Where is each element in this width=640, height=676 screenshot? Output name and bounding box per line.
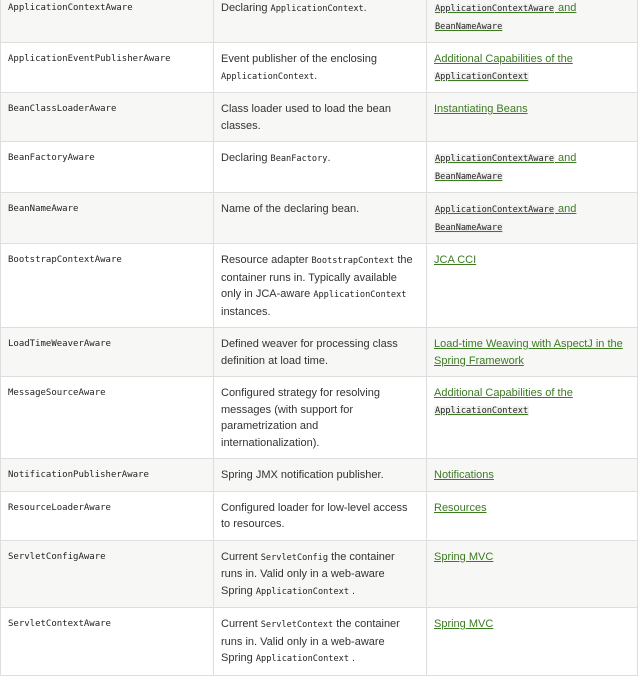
description-text: the container runs in. Valid only in a web-aware Spring [221, 550, 395, 597]
doc-reference-link[interactable] [434, 53, 573, 82]
interface-name: MessageSourceAware [8, 388, 106, 398]
description-text: . [314, 69, 318, 82]
interface-name: BeanClassLoaderAware [8, 104, 117, 114]
injected-dependency-cell [214, 328, 427, 377]
description-text: . [349, 652, 356, 664]
explained-in-cell [427, 244, 638, 328]
injected-dependency-cell [214, 43, 427, 93]
explained-in-cell [427, 142, 638, 193]
doc-reference-link[interactable] [434, 103, 528, 115]
interface-name-cell [1, 491, 214, 540]
description-text: Current [221, 618, 261, 630]
description-text: Resource adapter [221, 254, 312, 266]
table-row [1, 608, 638, 676]
explained-in-cell [427, 328, 638, 377]
description-text: Name of the declaring bean. [221, 203, 360, 215]
interface-name: LoadTimeWeaverAware [8, 339, 111, 349]
description-text: . [327, 152, 331, 164]
link-text: Notifications [434, 469, 494, 481]
explained-in-cell [427, 93, 638, 142]
table-row [1, 0, 638, 43]
doc-reference-link[interactable] [434, 502, 487, 514]
description-text: the container runs in. Valid only in a web-aware Spring [221, 618, 400, 664]
injected-dependency-cell [214, 93, 427, 142]
table-row [1, 193, 638, 244]
link-code-term: ApplicationContextAware [435, 4, 554, 14]
code-term: BeanFactory [270, 154, 328, 164]
description-text: Event publisher of the enclosing [221, 53, 377, 65]
description-text: Current [221, 550, 261, 563]
doc-reference-link[interactable] [434, 254, 476, 266]
doc-reference-link[interactable] [434, 152, 576, 182]
injected-dependency-cell [214, 244, 427, 328]
doc-reference-link[interactable] [434, 338, 623, 367]
interface-name: ResourceLoaderAware [8, 502, 111, 513]
description-text: . [349, 584, 356, 597]
injected-dependency-cell [214, 608, 427, 676]
code-term: ApplicationContext [270, 4, 364, 14]
link-text: Resources [434, 501, 487, 514]
description-text: Declaring [221, 152, 271, 164]
code-term: ServletConfig [260, 552, 329, 563]
interface-name-cell [1, 244, 214, 328]
interface-name: ApplicationEventPublisherAware [8, 54, 171, 64]
link-text: Instantiating Beans [434, 103, 528, 115]
injected-dependency-cell [214, 193, 427, 244]
interface-name-cell [1, 43, 214, 93]
link-text: and [555, 203, 577, 215]
description-text: . [363, 2, 367, 14]
link-code-term: ApplicationContextAware [435, 205, 554, 215]
description-text: Configured loader for low-level access to resources. [221, 501, 408, 530]
table-row [1, 142, 638, 193]
injected-dependency-cell [214, 377, 427, 459]
interface-name-cell [1, 328, 214, 377]
interface-name-cell [1, 193, 214, 244]
table-row [1, 244, 638, 328]
interface-name: ApplicationContextAware [8, 3, 133, 13]
doc-reference-link[interactable] [434, 2, 576, 32]
explained-in-cell [427, 43, 638, 93]
table-body [1, 0, 638, 675]
explained-in-cell [427, 540, 638, 608]
table-row [1, 540, 638, 608]
doc-reference-link[interactable] [434, 618, 493, 630]
link-text: Load-time Weaving with AspectJ in the Spring Framework [434, 338, 623, 367]
table-row [1, 459, 638, 492]
doc-reference-link[interactable] [434, 469, 494, 481]
doc-reference-link[interactable] [434, 551, 493, 563]
link-text: and [555, 152, 577, 164]
description-text: the container runs in. Typically available only in JCA-aware [221, 254, 413, 300]
interface-name: BootstrapContextAware [8, 255, 122, 265]
table-row [1, 93, 638, 142]
table-row [1, 328, 638, 377]
link-text: JCA CCI [434, 254, 477, 266]
description-text: instances. [221, 305, 271, 318]
injected-dependency-cell [214, 142, 427, 193]
injected-dependency-cell [214, 0, 427, 43]
interface-name: ServletConfigAware [8, 551, 106, 562]
interface-name: NotificationPublisherAware [8, 470, 149, 480]
code-term: ApplicationContext [221, 71, 315, 82]
explained-in-cell [427, 377, 638, 459]
interface-name: BeanNameAware [8, 204, 79, 214]
injected-dependency-cell [214, 491, 427, 540]
description-text: Configured strategy for resolving messages (with support for parametrization and internationalization). [221, 387, 380, 449]
explained-in-cell [427, 608, 638, 676]
explained-in-cell [427, 459, 638, 492]
code-term: BootstrapContext [311, 256, 395, 266]
link-text: Spring MVC [434, 550, 494, 563]
description-text: Declaring [221, 2, 271, 14]
table-row [1, 491, 638, 540]
description-text: Defined weaver for processing class definition at load time. [221, 338, 398, 367]
table-row [1, 43, 638, 93]
description-text: Spring JMX notification publisher. [221, 469, 384, 481]
link-code-term: BeanNameAware [435, 21, 503, 32]
code-term: ApplicationContext [255, 654, 349, 664]
interface-name-cell [1, 377, 214, 459]
table-row [1, 377, 638, 459]
link-text: Spring MVC [434, 618, 494, 630]
interface-name-cell [1, 540, 214, 608]
explained-in-cell [427, 0, 638, 43]
interface-name-cell [1, 608, 214, 676]
link-text: Additional Capabilities of the [434, 387, 573, 399]
link-code-term: BeanNameAware [435, 222, 503, 233]
doc-reference-link[interactable] [434, 387, 573, 416]
link-code-term: ApplicationContext [435, 405, 529, 416]
explained-in-cell [427, 491, 638, 540]
interface-name-cell [1, 93, 214, 142]
interface-name-cell [1, 142, 214, 193]
link-code-term: ApplicationContext [435, 71, 529, 82]
injected-dependency-cell [214, 459, 427, 492]
interface-name: ServletContextAware [8, 619, 111, 629]
link-code-term: ApplicationContextAware [435, 154, 554, 164]
link-text: and [555, 2, 577, 14]
interface-name: BeanFactoryAware [8, 153, 95, 163]
code-term: ServletContext [260, 620, 334, 630]
description-text: Class loader used to load the bean classes. [221, 103, 392, 132]
doc-reference-link[interactable] [434, 203, 576, 233]
code-term: ApplicationContext [255, 586, 349, 597]
interface-name-cell [1, 459, 214, 492]
interface-name-cell [1, 0, 214, 43]
link-code-term: BeanNameAware [435, 171, 503, 182]
injected-dependency-cell [214, 540, 427, 608]
explained-in-cell [427, 193, 638, 244]
link-text: Additional Capabilities of the [434, 53, 573, 65]
code-term: ApplicationContext [313, 290, 407, 300]
